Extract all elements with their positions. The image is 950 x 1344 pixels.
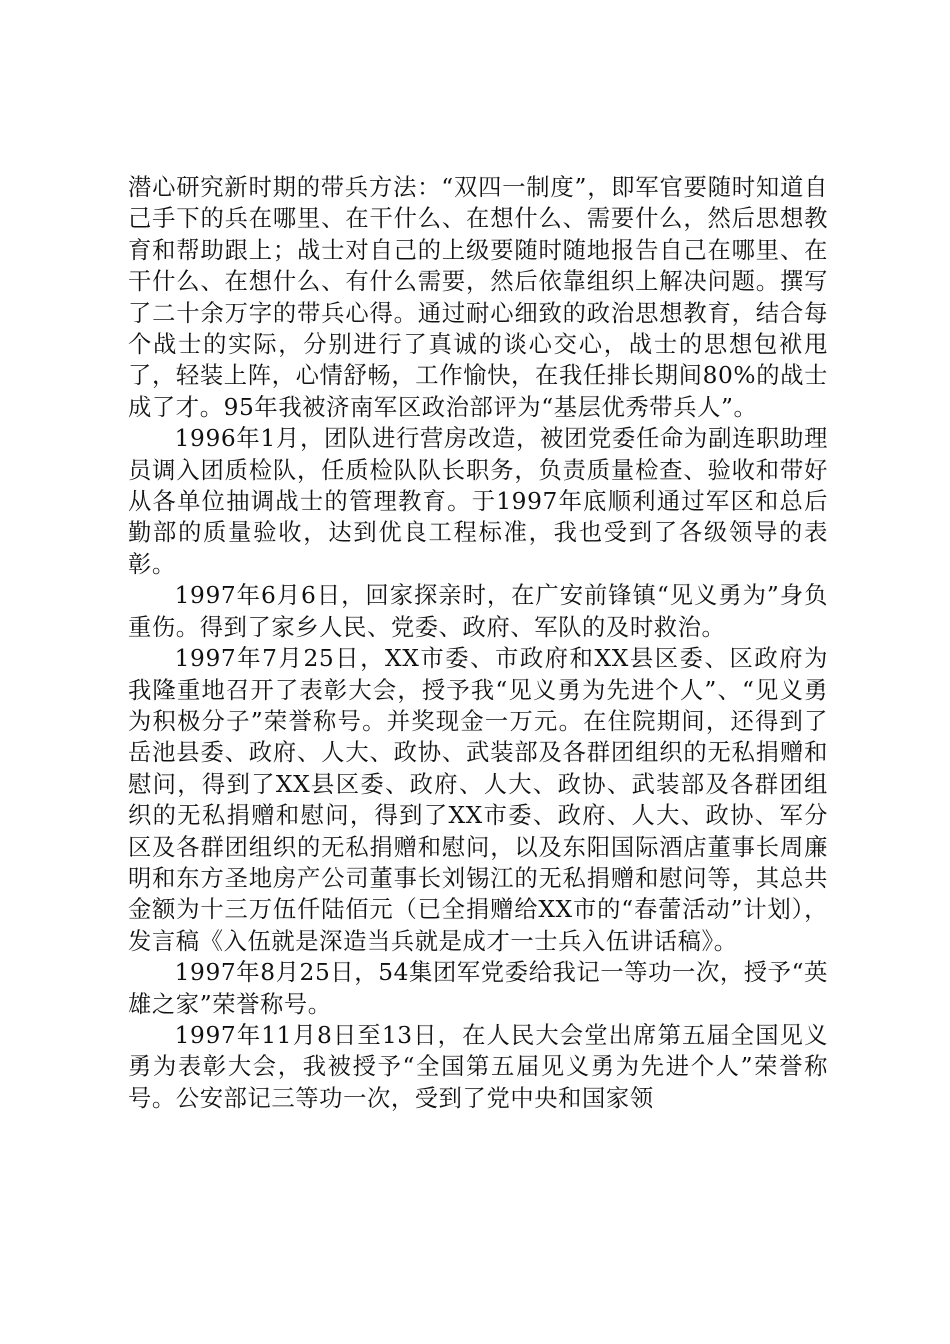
paragraph-2: 1996年1月，团队进行营房改造，被团党委任命为副连职助理员调入团质检队，任质检队队长职务，负责质量检查、验收和带好从各单位抽调战士的管理教育。于1997年底顺利通过军区和总后勤部的质量验收，达到优良工程标准，我也受到了各级领导的表彰。 bbox=[128, 425, 828, 578]
paragraph-6: 1997年11月8日至13日，在人民大会堂出席第五届全国见义勇为表彰大会，我被授予“全国第五届见义勇为先进个人”荣誉称号。公安部记三等功一次，受到了党中央和国家领 bbox=[128, 1021, 828, 1112]
document-page bbox=[128, 172, 828, 1114]
paragraph-3: 1997年6月6日，回家探亲时，在广安前锋镇“见义勇为”身负重伤。得到了家乡人民、党委、政府、军队的及时救治。 bbox=[128, 582, 828, 641]
paragraph-1: 潜心研究新时期的带兵方法：“双四一制度”，即军官要随时知道自己手下的兵在哪里、在干什么、在想什么、需要什么，然后思想教育和帮助跟上；战士对自己的上级要随时随地报告自己在哪里、在干什么、在想什么、有什么需要，然后依靠组织上解决问题。撰写了二十余万字的带兵心得。通过耐心细致的政治思想教育，结合每个战士的实际，分别进行了真诚的谈心交心，战士的思想包袱甩了，轻装上阵，心情舒畅，工作愉快，在我任排长期间80%的战士成了才。95年我被济南军区政治部评为“基层优秀带兵人”。 bbox=[128, 174, 828, 421]
paragraph-5: 1997年8月25日，54集团军党委给我记一等功一次，授予“英雄之家”荣誉称号。 bbox=[128, 959, 828, 1018]
paragraph-4: 1997年7月25日，XX市委、市政府和XX县区委、区政府为我隆重地召开了表彰大会，授予我“见义勇为先进个人”、“见义勇为积极分子”荣誉称号。并奖现金一万元。在住院期间，还得到了岳池县委、政府、人大、政协、武装部及各群团组织的无私捐赠和慰问，得到了XX县区委、政府、人大、政协、武装部及各群团组织的无私捐赠和慰问，得到了XX市委、政府、人大、政协、军分区及各群团组织的无私捐赠和慰问，以及东阳国际酒店董事长周廉明和东方圣地房产公司董事长刘锡江的无私捐赠和慰问等，其总共金额为十三万伍仟陆佰元（已全捐赠给XX市的“春蕾活动”计划），发言稿《入伍就是深造当兵就是成才一士兵入伍讲话稿》。 bbox=[128, 645, 828, 955]
